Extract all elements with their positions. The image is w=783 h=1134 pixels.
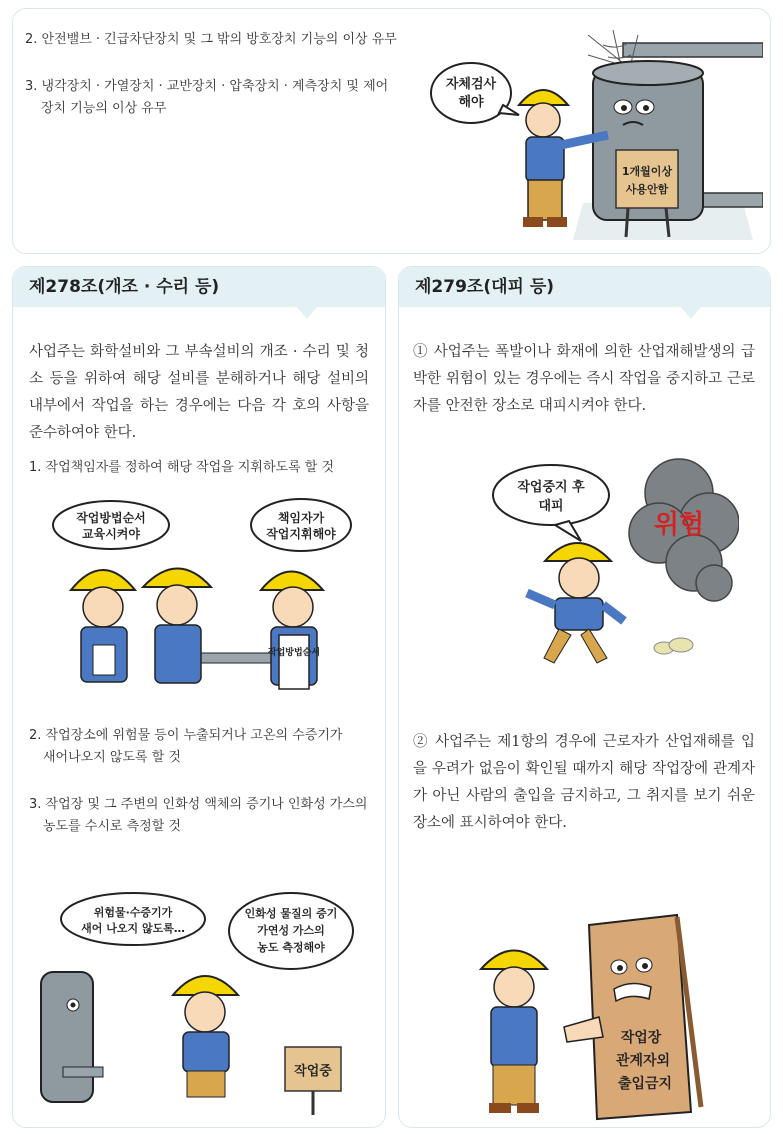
tank-inspection-illustration bbox=[423, 15, 763, 251]
svg-text:해야: 해야 bbox=[458, 95, 484, 110]
gas-measurement-illustration bbox=[33, 887, 373, 1117]
svg-text:작업지휘해야: 작업지휘해야 bbox=[266, 527, 336, 541]
svg-text:작업장: 작업장 bbox=[620, 1030, 662, 1046]
danger-label: 위험 bbox=[653, 510, 705, 540]
unused-sign bbox=[616, 150, 678, 208]
article-279-section bbox=[398, 266, 771, 1128]
top-item-2: 2. 안전밸브 · 긴급차단장치 및 그 밖의 방호장치 기능의 이상 유무 bbox=[25, 32, 397, 47]
svg-text:책임자가: 책임자가 bbox=[277, 511, 325, 525]
svg-text:관계자외: 관계자외 bbox=[615, 1053, 671, 1069]
svg-text:사용안함: 사용안함 bbox=[625, 183, 669, 196]
svg-text:대피: 대피 bbox=[538, 499, 564, 514]
left-item-1: 1. 작업책임자를 정하여 해당 작업을 지휘하도록 할 것 bbox=[29, 460, 335, 475]
svg-text:새어 나오지 않도록…: 새어 나오지 않도록… bbox=[81, 922, 185, 935]
svg-text:자체검사: 자체검사 bbox=[445, 77, 497, 92]
supervision-illustration bbox=[43, 495, 363, 695]
article-279-paragraph-2: ② 사업주는 제1항의 경우에 근로자가 산업재해를 입을 우려가 없음이 확인될 때까지 해당 작업장에 관계자가 아닌 사람의 출입을 금지하고, 그 취지를 보기 쉬운 장소에 표시하여야 한다. bbox=[413, 734, 755, 831]
svg-text:인화성 물질의 증기: 인화성 물질의 증기 bbox=[244, 907, 338, 920]
svg-text:1개월이상: 1개월이상 bbox=[621, 165, 673, 178]
svg-text:위험물·수증기가: 위험물·수증기가 bbox=[93, 906, 173, 919]
top-item-3-line2: 장치 기능의 이상 유무 bbox=[41, 101, 167, 116]
left-item-3-line1: 3. 작업장 및 그 주변의 인화성 액체의 증기나 인화성 가스의 bbox=[29, 797, 368, 812]
article-279-paragraph-1: ① 사업주는 폭발이나 화재에 의한 산업재해발생의 급박한 위험이 있는 경우에는 즉시 작업을 중지하고 근로자를 안전한 장소로 대피시켜야 한다. bbox=[413, 344, 755, 414]
left-item-3-line2: 농도를 수시로 측정할 것 bbox=[43, 819, 181, 834]
method-document bbox=[279, 635, 309, 689]
svg-text:가연성 가스의: 가연성 가스의 bbox=[257, 924, 325, 937]
entry-prohibited-illustration bbox=[469, 907, 749, 1127]
svg-text:작업중지 후: 작업중지 후 bbox=[517, 480, 585, 495]
top-section bbox=[12, 8, 771, 254]
evacuation-illustration bbox=[489, 453, 739, 673]
article-278-section bbox=[12, 266, 386, 1128]
left-item-2-line1: 2. 작업장소에 위험물 등이 누출되거나 고온의 수증기가 bbox=[29, 728, 343, 743]
svg-text:작업방법순서: 작업방법순서 bbox=[76, 511, 146, 525]
article-278-paragraph: 사업주는 화학설비와 그 부속설비의 개조 · 수리 및 청소 등을 위하여 해당 설비를 분해하거나 해당 설비의 내부에서 작업을 하는 경우에는 다음 각 호의 사항을 준수하여야 한다. bbox=[29, 344, 369, 441]
top-item-3-line1: 3. 냉각장치 · 가열장치 · 교반장치 · 압축장치 · 계측장치 및 제어 bbox=[25, 79, 389, 94]
left-item-2-line2: 새어나오지 않도록 할 것 bbox=[43, 750, 181, 765]
svg-text:작업중: 작업중 bbox=[294, 1064, 332, 1079]
header-tail bbox=[681, 307, 701, 319]
svg-text:교육시켜야: 교육시켜야 bbox=[82, 527, 140, 541]
svg-text:작업방법순서: 작업방법순서 bbox=[267, 648, 321, 658]
header-tail bbox=[297, 307, 317, 319]
svg-text:농도 측정해야: 농도 측정해야 bbox=[257, 941, 325, 954]
svg-text:출입금지: 출입금지 bbox=[617, 1076, 673, 1092]
article-279-title: 제279조(대피 등) bbox=[399, 267, 770, 307]
article-278-title: 제278조(개조 · 수리 등) bbox=[13, 267, 385, 307]
